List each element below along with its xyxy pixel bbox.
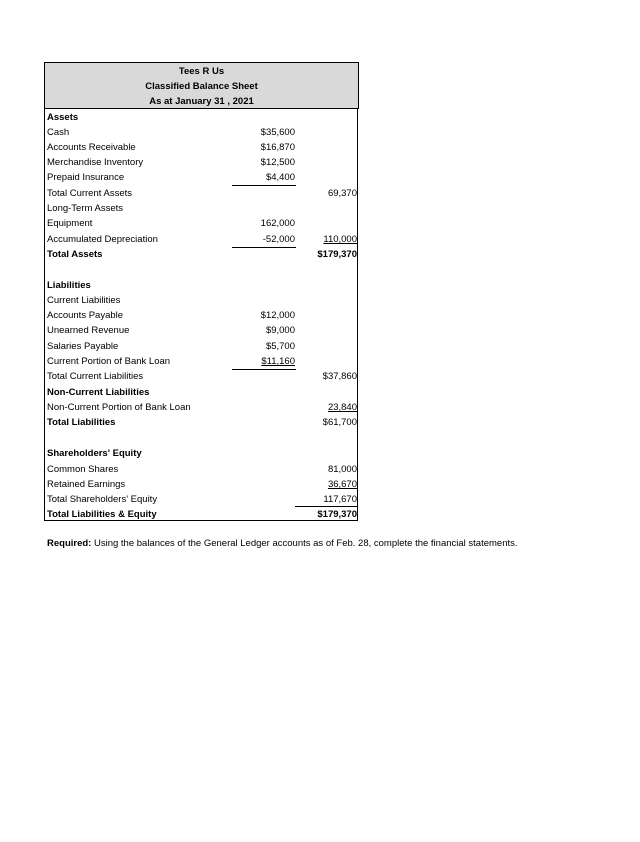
cash-label: Cash: [47, 127, 70, 138]
total-liabilities-value: $61,700: [322, 417, 357, 428]
inventory-label: Merchandise Inventory: [47, 157, 144, 168]
salaries-value: $5,700: [265, 341, 295, 352]
required-prefix: Required:: [47, 538, 92, 549]
required-text: Using the balances of the General Ledger accounts as of Feb. 28, complete the financial statements.: [91, 538, 518, 549]
total-liabilities-equity-label: Total Liabilities & Equity: [47, 509, 157, 520]
common-shares-value: 81,000: [327, 464, 357, 475]
assets-heading: Assets: [47, 112, 79, 123]
unearned-value: $9,000: [265, 325, 295, 336]
ncp-loan-label: Non-Current Portion of Bank Loan: [47, 402, 191, 413]
ncp-loan-value: 23,840: [327, 402, 357, 413]
total-current-liabilities-value: $37,860: [322, 371, 357, 382]
subtotal-line: [232, 247, 296, 248]
total-assets-value: $179,370: [317, 249, 357, 260]
total-current-liabilities-label: Total Current Liabilities: [47, 371, 144, 382]
equipment-value: 162,000: [260, 218, 295, 229]
current-liabilities-heading: Current Liabilities: [47, 295, 121, 306]
common-shares-label: Common Shares: [47, 464, 119, 475]
total-liabilities-equity-value: $179,370: [317, 509, 357, 520]
cp-loan-label: Current Portion of Bank Loan: [47, 356, 171, 367]
total-equity-label: Total Shareholders' Equity: [47, 494, 158, 505]
equipment-label: Equipment: [47, 218, 93, 229]
equity-heading: Shareholders' Equity: [47, 448, 142, 459]
net-equipment-value: 110,000: [323, 234, 357, 245]
ap-value: $12,000: [260, 310, 295, 321]
accum-dep-value: -52,000: [262, 234, 295, 245]
ar-value: $16,870: [260, 142, 295, 153]
prepaid-value: $4,400: [265, 172, 295, 183]
subtotal-line: [232, 369, 296, 370]
accum-dep-label: Accumulated Depreciation: [47, 234, 158, 245]
cash-value: $35,600: [260, 127, 295, 138]
right-border: [357, 108, 358, 520]
total-liabilities-label: Total Liabilities: [47, 417, 116, 428]
ar-label: Accounts Receivable: [47, 142, 136, 153]
total-equity-value: 117,670: [323, 494, 357, 505]
sheet-header: [44, 62, 359, 109]
total-current-assets-label: Total Current Assets: [47, 188, 133, 199]
liabilities-heading: Liabilities: [47, 280, 91, 291]
retained-earnings-label: Retained Earnings: [47, 479, 126, 490]
unearned-label: Unearned Revenue: [47, 325, 130, 336]
long-term-assets-heading: Long-Term Assets: [47, 203, 124, 214]
subtotal-line: [232, 185, 296, 186]
balance-sheet: [44, 62, 359, 522]
prepaid-label: Prepaid Insurance: [47, 172, 125, 183]
company-name: Tees R Us: [178, 66, 225, 77]
salaries-label: Salaries Payable: [47, 341, 119, 352]
sheet-title: Classified Balance Sheet: [145, 81, 258, 92]
total-current-assets-value: 69,370: [327, 188, 357, 199]
required-note: [47, 538, 518, 549]
sheet-body: [44, 108, 358, 521]
inventory-value: $12,500: [260, 157, 295, 168]
retained-earnings-value: 36,670: [327, 479, 357, 490]
non-current-liabilities-heading: Non-Current Liabilities: [47, 387, 150, 398]
total-assets-label: Total Assets: [47, 249, 103, 260]
cp-loan-value: $11,160: [261, 356, 295, 367]
ap-label: Accounts Payable: [47, 310, 124, 321]
sheet-date: As at January 31 , 2021: [149, 96, 254, 107]
